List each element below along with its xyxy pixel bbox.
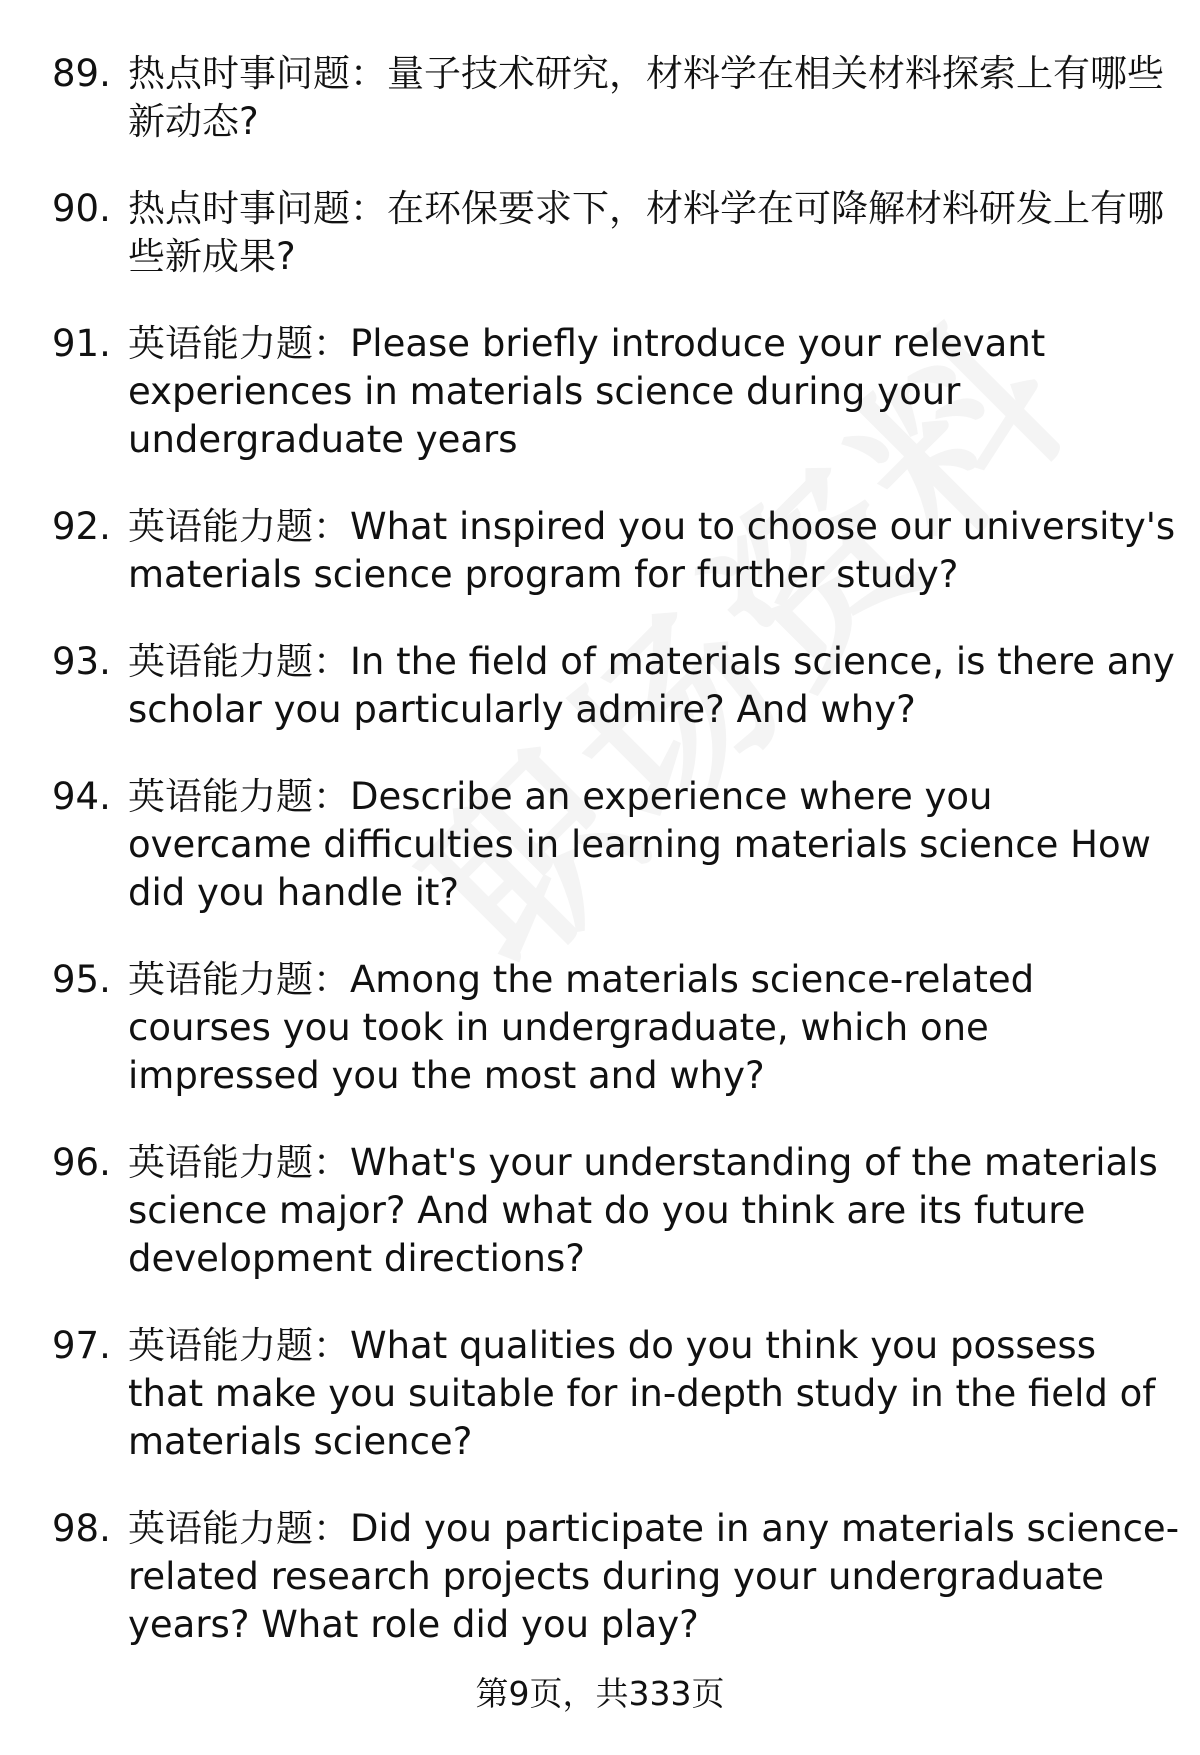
question-number: 91.	[52, 322, 111, 365]
question-item	[0, 956, 1200, 1100]
question-text: 热点时事问题：量子技术研究，材料学在相关材料探索上有哪些新动态?	[128, 52, 1164, 143]
question-text: 英语能力题：What qualities do you think you possess that make you suitable for in-depth study in the field of materials science?	[128, 1324, 1156, 1463]
question-item	[0, 638, 1200, 734]
question-number: 96.	[52, 1141, 111, 1184]
question-number: 98.	[52, 1507, 111, 1550]
question-number: 97.	[52, 1324, 111, 1367]
question-text: 英语能力题：What's your understanding of the materials science major? And what do you think are its future development directions?	[128, 1141, 1158, 1280]
question-number: 93.	[52, 640, 111, 683]
question-text: 热点时事问题：在环保要求下，材料学在可降解材料研发上有哪些新成果?	[128, 187, 1164, 278]
question-text: 英语能力题：Among the materials science-related courses you took in undergraduate, which one impressed you the most and why?	[128, 958, 1035, 1097]
question-number: 90.	[52, 187, 111, 230]
question-number: 94.	[52, 775, 111, 818]
question-item	[0, 1322, 1200, 1466]
question-text: 英语能力题：Describe an experience where you overcame difficulties in learning materials science How did you handle it?	[128, 775, 1151, 914]
question-item	[0, 50, 1200, 146]
question-item	[0, 320, 1200, 464]
question-item	[0, 503, 1200, 599]
question-number: 92.	[52, 505, 111, 548]
question-text: 英语能力题：What inspired you to choose our university's materials science program for further study?	[128, 505, 1176, 596]
question-list	[0, 50, 1200, 1688]
question-text: 英语能力题：Did you participate in any materials science-related research projects during your undergraduate years? What role did you play?	[128, 1507, 1180, 1646]
question-item	[0, 185, 1200, 281]
question-item	[0, 1139, 1200, 1283]
question-text: 英语能力题：In the field of materials science, is there any scholar you particularly admire? And why?	[128, 640, 1175, 731]
question-item	[0, 1505, 1200, 1649]
question-number: 95.	[52, 958, 111, 1001]
question-item	[0, 773, 1200, 917]
page-footer: 第9页，共333页	[475, 1674, 725, 1713]
question-number: 89.	[52, 52, 111, 95]
question-text: 英语能力题：Please briefly introduce your relevant experiences in materials science during your undergraduate years	[128, 322, 1046, 461]
